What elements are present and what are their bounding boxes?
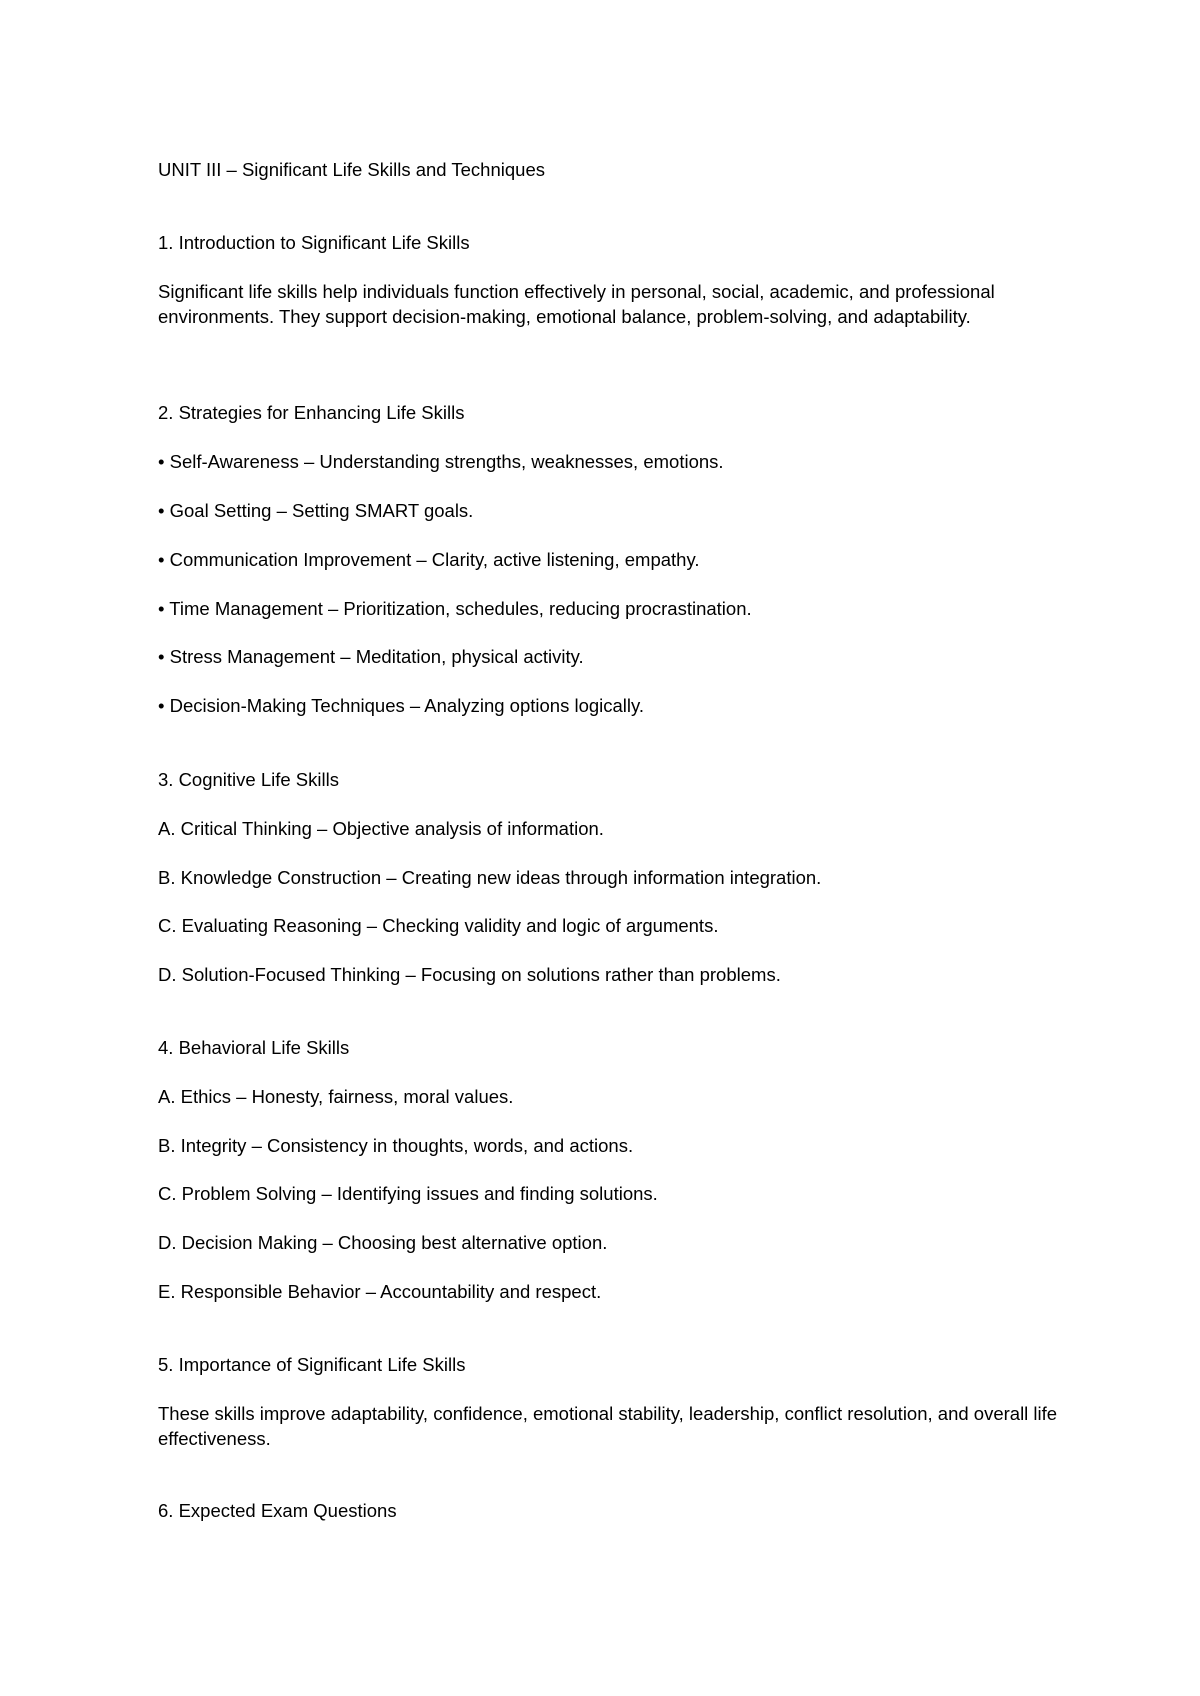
list-item: B. Integrity – Consistency in thoughts, words, and actions. [158, 1135, 634, 1156]
list-item: A. Critical Thinking – Objective analysis of information. [158, 818, 604, 839]
section-5-paragraph: These skills improve adaptability, confidence, emotional stability, leadership, conflict resolution, and overall life effectiveness. [158, 1403, 1058, 1449]
list-item: D. Decision Making – Choosing best alternative option. [158, 1232, 608, 1253]
list-item: • Stress Management – Meditation, physical activity. [158, 646, 584, 667]
list-item: • Self-Awareness – Understanding strengths, weaknesses, emotions. [158, 451, 724, 472]
section-2-heading: 2. Strategies for Enhancing Life Skills [158, 402, 465, 423]
list-item: C. Evaluating Reasoning – Checking validity and logic of arguments. [158, 915, 719, 936]
list-item: • Decision-Making Techniques – Analyzing options logically. [158, 695, 645, 716]
section-6-heading: 6. Expected Exam Questions [158, 1500, 397, 1521]
page-title: UNIT III – Significant Life Skills and Techniques [158, 159, 545, 180]
list-item: • Communication Improvement – Clarity, active listening, empathy. [158, 549, 700, 570]
list-item: D. Solution-Focused Thinking – Focusing on solutions rather than problems. [158, 964, 781, 985]
list-item: C. Problem Solving – Identifying issues and finding solutions. [158, 1183, 658, 1204]
section-4-heading: 4. Behavioral Life Skills [158, 1037, 350, 1058]
section-1-paragraph: Significant life skills help individuals function effectively in personal, social, academic, and professional environments. They support decision-making, emotional balance, problem-solving, and adaptability. [158, 281, 995, 327]
section-5-heading: 5. Importance of Significant Life Skills [158, 1354, 466, 1375]
list-item: • Time Management – Prioritization, schedules, reducing procrastination. [158, 598, 752, 619]
list-item: E. Responsible Behavior – Accountability and respect. [158, 1281, 602, 1302]
section-3-heading: 3. Cognitive Life Skills [158, 769, 339, 790]
list-item: A. Ethics – Honesty, fairness, moral values. [158, 1086, 514, 1107]
section-1-heading: 1. Introduction to Significant Life Skills [158, 232, 470, 253]
list-item: B. Knowledge Construction – Creating new ideas through information integration. [158, 867, 822, 888]
list-item: • Goal Setting – Setting SMART goals. [158, 500, 474, 521]
